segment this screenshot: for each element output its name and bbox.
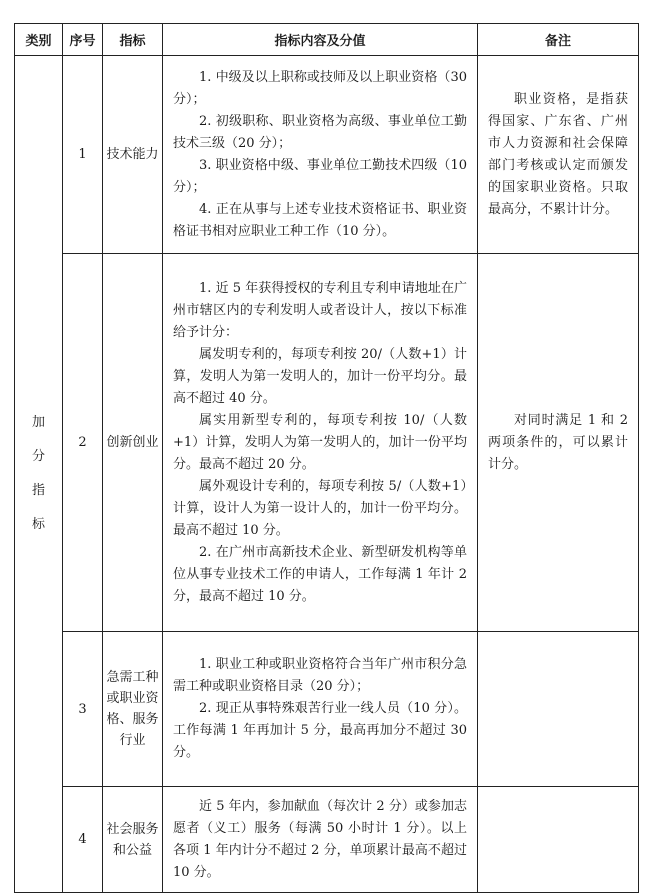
category-char: 分: [31, 449, 45, 464]
header-content: 指标内容及分值: [163, 24, 478, 56]
row-remark: [478, 632, 639, 787]
content-line: 属外观设计专利的，每项专利按 5/（人数+1）计算，设计人为第一设计人的，加计一份平均分。最高不超过 10 分。: [173, 478, 467, 538]
table-row: [15, 56, 639, 254]
remark-text: 对同时满足 1 和 2 两项条件的，可以累计计分。: [488, 412, 628, 472]
row-remark: [478, 254, 639, 632]
content-line: 近 5 年内，参加献血（每次计 2 分）或参加志愿者（义工）服务（每满 50 小时计 1 分）。以上各项 1 年内计分不超过 2 分，单项累计最高不超过 10 分。: [173, 798, 467, 880]
content-line: 1. 中级及以上职称或技师及以上职业资格（30 分）；: [173, 69, 467, 107]
indicator-line: 技术能力: [106, 147, 159, 162]
header-no: 序号: [63, 24, 103, 56]
row-indicator: [103, 632, 163, 787]
content-line: 1. 近 5 年获得授权的专利且专利申请地址在广州市辖区内的专利发明人或者设计人，按以下标准给予计分：: [173, 280, 467, 340]
content-line: 3. 职业资格中级、事业单位工勤技术四级（10 分）；: [173, 157, 467, 195]
header-row: [15, 24, 639, 56]
content-line: 2. 现正从事特殊艰苦行业一线人员（10 分）。工作每满 1 年再加计 5 分，最高再加分不超过 30 分。: [173, 701, 467, 760]
category-cell: [15, 56, 63, 893]
row-indicator: [103, 254, 163, 632]
indicator-line: 创新创业: [106, 435, 159, 450]
category-char: 加: [31, 415, 45, 430]
row-indicator: [103, 787, 163, 893]
row-content: [163, 56, 478, 254]
content-line: 属发明专利的，每项专利按 20/（人数+1）计算，发明人为第一发明人的，加计一份平均分。最高不超过 40 分。: [173, 346, 467, 406]
row-no: 4: [63, 787, 103, 893]
content-line: 2. 在广州市高新技术企业、新型研发机构等单位从事专业技术工作的申请人，工作每满 1 年计 2 分，最高不超过 10 分。: [173, 544, 467, 604]
row-content: [163, 632, 478, 787]
row-remark: [478, 56, 639, 254]
header-category: 类别: [15, 24, 63, 56]
header-remark: 备注: [478, 24, 639, 56]
indicator-line: 或职业资: [106, 691, 159, 706]
table-row: [15, 254, 639, 632]
score-table: [14, 23, 639, 893]
row-content: [163, 787, 478, 893]
content-line: 属实用新型专利的，每项专利按 10/（人数+1）计算，发明人为第一发明人的，加计一份平均分。最高不超过 20 分。: [173, 412, 467, 472]
category-char: 指: [31, 483, 45, 498]
content-line: 1. 职业工种或职业资格符合当年广州市积分急需工种或职业资格目录（20 分）；: [173, 657, 467, 694]
indicator-line: 和公益: [112, 842, 152, 858]
row-no: 2: [63, 254, 103, 632]
row-no: 3: [63, 632, 103, 787]
indicator-line: 急需工种: [106, 670, 159, 685]
row-remark: [478, 787, 639, 893]
indicator-line: 格、服务: [106, 712, 159, 727]
table-row: [15, 787, 639, 893]
indicator-line: 行业: [119, 733, 146, 748]
remark-text: 职业资格，是指获得国家、广东省、广州市人力资源和社会保障部门考核或认定而颁发的国家职业资格。只取最高分，不累计计分。: [488, 91, 628, 217]
header-indicator: 指标: [103, 24, 163, 56]
row-content: [163, 254, 478, 632]
category-char: 标: [31, 517, 45, 532]
content-line: 4. 正在从事与上述专业技术资格证书、职业资格证书相对应职业工种工作（10 分）。: [173, 201, 467, 239]
table-row: [15, 632, 639, 787]
content-line: 2. 初级职称、职业资格为高级、事业单位工勤技术三级（20 分）；: [173, 113, 467, 151]
row-no: 1: [63, 56, 103, 254]
row-indicator: [103, 56, 163, 254]
indicator-line: 社会服务: [106, 821, 159, 837]
